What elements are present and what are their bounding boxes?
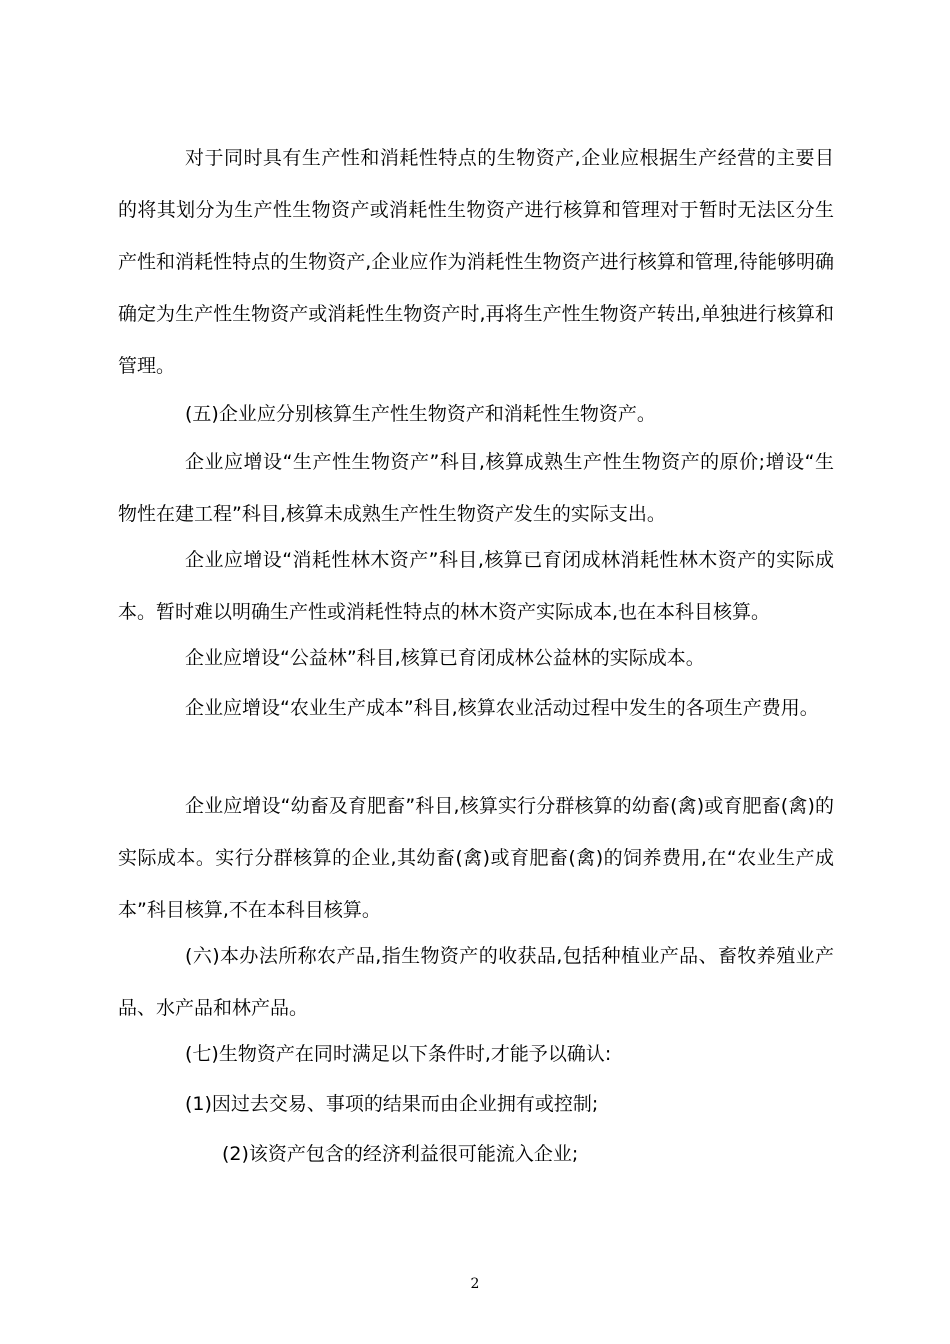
- paragraph-condition-two: (2)该资产包含的经济利益很可能流入企业;: [222, 1143, 579, 1165]
- paragraph-section-five: (五)企业应分别核算生产性生物资产和消耗性生物资产。: [185, 403, 656, 425]
- paragraph-consumable-forest-account: 企业应增设“消耗性林木资产”科目,核算已育闭成林消耗性林木资产的实际成本。暂时难以明确生产性或消耗性特点的林木资产实际成本,也在本科目核算。: [118, 549, 834, 623]
- paragraph-biological-asset-classification: 对于同时具有生产性和消耗性特点的生物资产,企业应根据生产经营的主要目的将其划分为生产性生物资产或消耗性生物资产进行核算和管理对于暂时无法区分生产性和消耗性特点的生物资产,企业应作为消耗性生物资产进行核算和管理,待能够明确确定为生产性生物资产或消耗性生物资产时,再将生产性生物资产转出,单独进行核算和管理。: [118, 147, 834, 377]
- page-number: 2: [470, 1276, 480, 1292]
- paragraph-condition-one: (1)因过去交易、事项的结果而由企业拥有或控制;: [185, 1093, 599, 1115]
- paragraph-young-livestock-account: 企业应增设“幼畜及育肥畜”科目,核算实行分群核算的幼畜(禽)或育肥畜(禽)的实际成本。实行分群核算的企业,其幼畜(禽)或育肥畜(禽)的饲养费用,在“农业生产成本”科目核算,不在本科目核算。: [118, 795, 834, 921]
- paragraph-public-forest-account: 企业应增设“公益林”科目,核算已育闭成林公益林的实际成本。: [185, 647, 705, 669]
- paragraph-productive-asset-account: 企业应增设“生产性生物资产”科目,核算成熟生产性生物资产的原价;增设“生物性在建工程”科目,核算未成熟生产性生物资产发生的实际支出。: [118, 451, 834, 525]
- paragraph-agricultural-cost-account: 企业应增设“农业生产成本”科目,核算农业活动过程中发生的各项生产费用。: [185, 697, 819, 719]
- paragraph-section-six: (六)本办法所称农产品,指生物资产的收获品,包括种植业产品、畜牧养殖业产品、水产品和林产品。: [118, 945, 834, 1019]
- paragraph-section-seven: (七)生物资产在同时满足以下条件时,才能予以确认:: [185, 1043, 612, 1065]
